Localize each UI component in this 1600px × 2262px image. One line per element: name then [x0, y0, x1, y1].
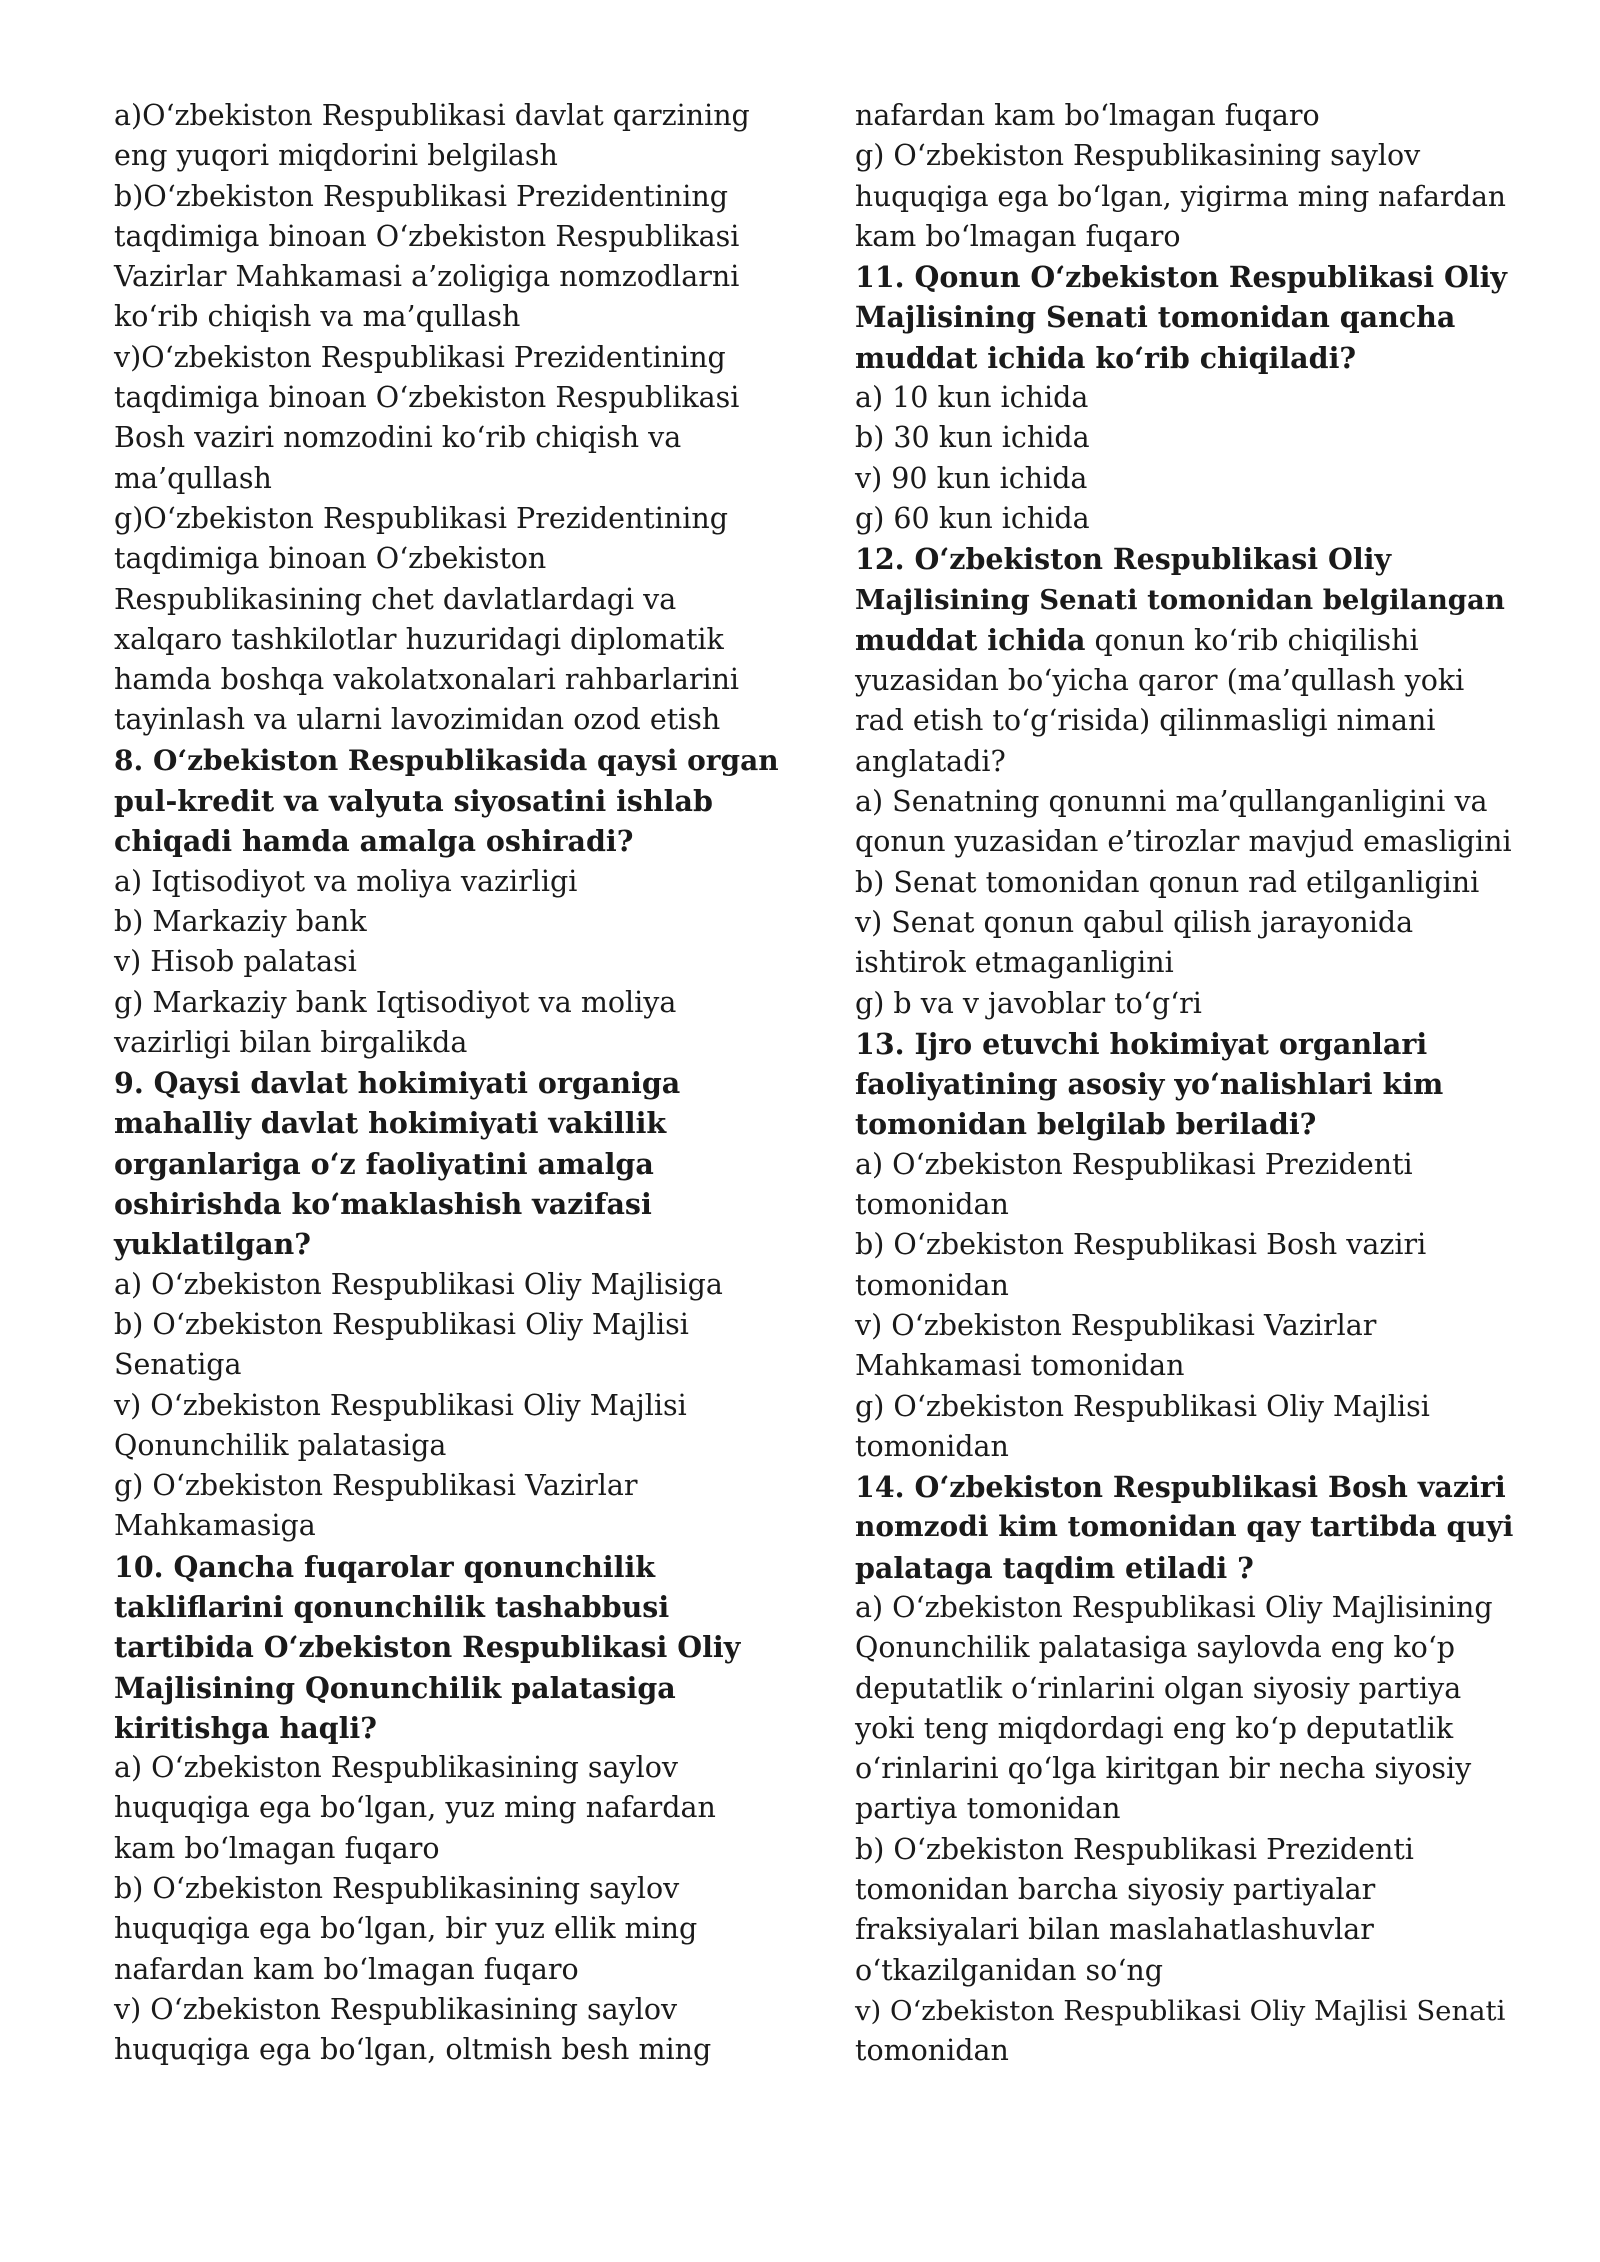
- regular-fragment: qonun ko‘rib chiqilishi: [1085, 623, 1419, 657]
- question-line: chiqadi hamda amalga oshiradi?: [114, 824, 634, 859]
- question-line: pul-kredit va valyuta siyosatini ishlab: [114, 784, 713, 819]
- answer-line: g) O‘zbekiston Respublikasi Oliy Majlisi: [855, 1389, 1430, 1423]
- answer-line: kam bo‘lmagan fuqaro: [114, 1831, 440, 1865]
- answer-line: Mahkamasi tomonidan: [855, 1349, 1185, 1383]
- question-line: 9. Qaysi davlat hokimiyati organiga: [114, 1066, 681, 1101]
- answer-line: v) O‘zbekiston Respublikasining saylov: [114, 1992, 678, 2026]
- answer-line: g) b va v javoblar to‘g‘ri: [855, 986, 1202, 1020]
- answer-line: qonun yuzasidan e’tirozlar mavjud emasligini: [855, 825, 1512, 859]
- answer-line: g) 60 kun ichida: [855, 501, 1090, 535]
- question-line: Majlisining Senati tomonidan qancha: [855, 300, 1456, 335]
- answer-line: xalqaro tashkilotlar huzuridagi diplomatik: [114, 622, 724, 656]
- answer-line: huquqiga ega bo‘lgan, yigirma ming nafardan: [855, 179, 1506, 213]
- answer-line: b) 30 kun ichida: [855, 421, 1090, 455]
- answer-line: anglatadi?: [855, 744, 1006, 778]
- question-line: mahalliy davlat hokimiyati vakillik: [114, 1106, 667, 1141]
- question-line: 13. Ijro etuvchi hokimiyat organlari: [855, 1026, 1428, 1061]
- answer-line: vazirligi bilan birgalikda: [114, 1025, 468, 1059]
- answer-line: tayinlash va ularni lavozimidan ozod etish: [114, 703, 721, 737]
- answer-line: a) 10 kun ichida: [855, 381, 1089, 415]
- answer-line: Qonunchilik palatasiga: [114, 1428, 447, 1462]
- answer-line: b) Markaziy bank: [114, 904, 367, 938]
- question-line: kiritishga haqli?: [114, 1710, 377, 1745]
- answer-line: ishtirok etmaganligini: [855, 946, 1174, 980]
- answer-line: rad etish to‘g‘risida) qilinmasligi nimani: [855, 704, 1436, 738]
- answer-line: huquqiga ega bo‘lgan, yuz ming nafardan: [114, 1791, 716, 1825]
- answer-line: v) O‘zbekiston Respublikasi Vazirlar: [855, 1308, 1377, 1342]
- answer-line: g) Markaziy bank Iqtisodiyot va moliya: [114, 985, 677, 1019]
- question-line: tomonidan belgilab beriladi?: [855, 1107, 1317, 1142]
- question-line: 8. O‘zbekiston Respublikasida qaysi organ: [114, 743, 779, 777]
- answer-line: b) O‘zbekiston Respublikasi Oliy Majlisi: [114, 1307, 689, 1341]
- answer-line: huquqiga ega bo‘lgan, oltmish besh ming: [114, 2033, 712, 2067]
- answer-line: b) O‘zbekiston Respublikasining saylov: [114, 1872, 680, 1906]
- answer-line: Bosh vaziri nomzodini ko‘rib chiqish va: [114, 421, 682, 455]
- text-line: [855, 620, 1515, 661]
- left-column: [114, 96, 784, 2071]
- answer-line: eng yuqori miqdorini belgilash: [114, 139, 558, 173]
- answer-line: fraksiyalari bilan maslahatlashuvlar: [855, 1913, 1374, 1947]
- answer-line: v) Senat qonun qabul qilish jarayonida: [855, 905, 1414, 939]
- answer-line: a) Senatning qonunni ma’qullanganligini va: [855, 785, 1488, 819]
- answer-line: tomonidan barcha siyosiy partiyalar: [855, 1873, 1376, 1907]
- answer-line: taqdimiga binoan O‘zbekiston Respublikasi: [114, 381, 740, 415]
- bold-fragment: muddat ichida: [855, 622, 1086, 657]
- answer-line: b) O‘zbekiston Respublikasi Bosh vaziri: [855, 1228, 1427, 1262]
- question-line: nomzodi kim tomonidan qay tartibda quyi: [855, 1510, 1514, 1544]
- answer-line: v) Hisob palatasi: [114, 945, 357, 979]
- question-line: 14. O‘zbekiston Respublikasi Bosh vaziri: [855, 1470, 1506, 1505]
- answer-line: g)O‘zbekiston Respublikasi Prezidentining: [114, 501, 728, 535]
- answer-line: a) O‘zbekiston Respublikasi Oliy Majlisining: [855, 1590, 1493, 1624]
- answer-line: ma’qullash: [114, 461, 272, 495]
- answer-line: nafardan kam bo‘lmagan fuqaro: [855, 99, 1320, 132]
- answer-line: huquqiga ega bo‘lgan, bir yuz ellik ming: [114, 1912, 698, 1946]
- answer-line: o‘tkazilganidan so‘ng: [855, 1953, 1163, 1987]
- answer-line: yoki teng miqdordagi eng ko‘p deputatlik: [855, 1711, 1454, 1745]
- question-line: 12. O‘zbekiston Respublikasi Oliy: [855, 542, 1392, 577]
- answer-line: kam bo‘lmagan fuqaro: [855, 219, 1181, 253]
- question-line: muddat ichida ko‘rib chiqiladi?: [855, 340, 1357, 375]
- question-line: tartibida O‘zbekiston Respublikasi Oliy: [114, 1630, 741, 1665]
- question-line: Majlisining Senati tomonidan belgilangan: [855, 583, 1505, 616]
- right-column: [855, 96, 1515, 2072]
- answer-line: deputatlik o‘rinlarini olgan siyosiy partiya: [855, 1671, 1462, 1705]
- question-line: organlariga o‘z faoliyatini amalga: [114, 1146, 654, 1181]
- answer-line: v) 90 kun ichida: [855, 461, 1088, 495]
- answer-line: a) O‘zbekiston Respublikasining saylov: [114, 1751, 679, 1785]
- answer-line: a)O‘zbekiston Respublikasi davlat qarzining: [114, 99, 750, 132]
- answer-line: Vazirlar Mahkamasi a’zoligiga nomzodlarni: [114, 260, 740, 294]
- answer-line: b) Senat tomonidan qonun rad etilganligini: [855, 865, 1480, 899]
- answer-line: yuzasidan bo‘yicha qaror (ma’qullash yoki: [855, 664, 1465, 698]
- answer-line: b)O‘zbekiston Respublikasi Prezidentining: [114, 179, 728, 213]
- question-line: Majlisining Qonunchilik palatasiga: [114, 1670, 676, 1705]
- answer-line: a) O‘zbekiston Respublikasi Prezidenti: [855, 1147, 1413, 1181]
- answer-line: Qonunchilik palatasiga saylovda eng ko‘p: [855, 1631, 1456, 1665]
- answer-line: hamda boshqa vakolatxonalari rahbarlarini: [114, 663, 740, 697]
- answer-line: tomonidan: [855, 2034, 1009, 2068]
- answer-line: nafardan kam bo‘lmagan fuqaro: [114, 1952, 579, 1986]
- answer-line: a) O‘zbekiston Respublikasi Oliy Majlisiga: [114, 1267, 723, 1301]
- answer-line: Senatiga: [114, 1348, 242, 1382]
- question-line: faoliyatining asosiy yo‘nalishlari kim: [855, 1067, 1444, 1102]
- answer-line: tomonidan: [855, 1429, 1009, 1463]
- answer-line: o‘rinlarini qo‘lga kiritgan bir necha siyosiy: [855, 1752, 1472, 1786]
- answer-line: taqdimiga binoan O‘zbekiston: [114, 542, 547, 576]
- question-line: yuklatilgan?: [114, 1227, 311, 1262]
- answer-line: v) O‘zbekiston Respublikasi Oliy Majlisi Senati: [855, 1994, 1506, 2027]
- answer-line: Respublikasining chet davlatlardagi va: [114, 582, 677, 616]
- question-line: 11. Qonun O‘zbekiston Respublikasi Oliy: [855, 260, 1507, 295]
- answer-line: partiya tomonidan: [855, 1792, 1121, 1826]
- answer-line: tomonidan: [855, 1188, 1009, 1222]
- answer-line: taqdimiga binoan O‘zbekiston Respublikasi: [114, 219, 740, 253]
- answer-line: tomonidan: [855, 1268, 1009, 1302]
- answer-line: Mahkamasiga: [114, 1509, 316, 1543]
- answer-line: v)O‘zbekiston Respublikasi Prezidentining: [114, 340, 726, 374]
- question-line: palataga taqdim etiladi ?: [855, 1550, 1254, 1585]
- question-line: takliflarini qonunchilik tashabbusi: [114, 1589, 670, 1624]
- question-line: oshirishda ko‘maklashish vazifasi: [114, 1187, 652, 1222]
- answer-line: a) Iqtisodiyot va moliya vazirligi: [114, 864, 578, 898]
- answer-line: b) O‘zbekiston Respublikasi Prezidenti: [855, 1832, 1414, 1866]
- question-line: 10. Qancha fuqarolar qonunchilik: [114, 1549, 656, 1584]
- answer-line: g) O‘zbekiston Respublikasi Vazirlar: [114, 1469, 638, 1503]
- answer-line: g) O‘zbekiston Respublikasining saylov: [855, 139, 1421, 173]
- answer-line: ko‘rib chiqish va ma’qullash: [114, 300, 521, 334]
- answer-line: v) O‘zbekiston Respublikasi Oliy Majlisi: [114, 1388, 687, 1422]
